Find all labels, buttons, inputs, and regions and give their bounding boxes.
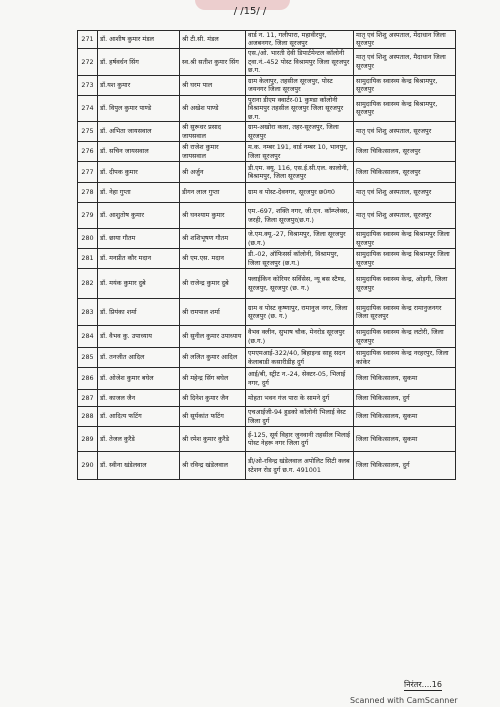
address-cell: मोहता भवन गंज पारा के सामने दुर्ग bbox=[246, 390, 354, 407]
serial-number-cell: 286 bbox=[78, 368, 98, 390]
table-row bbox=[78, 407, 456, 427]
posting-place-cell: मातृ एवं शिशु अस्पताल, सूरजपुर bbox=[354, 122, 456, 142]
table-body bbox=[78, 31, 456, 480]
posting-place-cell: जिला चिकित्सालय, सुकमा bbox=[354, 407, 456, 427]
posting-place-cell: सामुदायिक स्वास्थ्य केन्द्र लटोरी, जिला सूरजपुर bbox=[354, 326, 456, 348]
table-row bbox=[78, 452, 456, 480]
father-name-cell: श्री अखेश पाण्डे bbox=[180, 95, 246, 121]
posting-place-cell: सामुदायिक स्वास्थ्य केन्द्र बिश्रामपुर जिला सूरजपुर bbox=[354, 249, 456, 269]
posting-place-cell: जिला चिकित्सालय, सूरजपुर bbox=[354, 142, 456, 162]
doctor-name-cell: डॉ. वैभव कु. उपाध्याय bbox=[98, 326, 180, 348]
table-row bbox=[78, 368, 456, 390]
father-name-cell: श्री टी.सी. मंडल bbox=[180, 31, 246, 49]
doctor-name-cell: डॉ. अभिता जायसवाल bbox=[98, 122, 180, 142]
doctor-name-cell: डॉ. नेहा गुप्ता bbox=[98, 183, 180, 203]
father-name-cell: श्री सूर्यकांत फटिंग bbox=[180, 407, 246, 427]
table-row bbox=[78, 183, 456, 203]
table-row bbox=[78, 326, 456, 348]
posting-place-cell: सामुदायिक स्वास्थ्य केन्द्र नरहरपुर, जिला कांकेर bbox=[354, 348, 456, 368]
table-row bbox=[78, 203, 456, 229]
serial-number-cell: 272 bbox=[78, 48, 98, 75]
doctor-name-cell: डॉ.यश कुमार bbox=[98, 75, 180, 95]
doctor-name-cell: डॉ. तनजीत आदिल bbox=[98, 348, 180, 368]
doctor-name-cell: डॉ. काजल जैन bbox=[98, 390, 180, 407]
doctor-name-cell: डॉ. आदित्य फटिंग bbox=[98, 407, 180, 427]
doctor-name-cell: डॉ. हर्षवर्धन सिंग bbox=[98, 48, 180, 75]
father-name-cell: श्री दिनेश कुमार जैन bbox=[180, 390, 246, 407]
table-row bbox=[78, 75, 456, 95]
serial-number-cell: 285 bbox=[78, 348, 98, 368]
father-name-cell: श्री राजेन्द्र कुमार दुबे bbox=[180, 269, 246, 299]
serial-number-cell: 280 bbox=[78, 229, 98, 249]
posting-place-cell: मातृ एवं शिशु अस्पताल, सूरजपुर bbox=[354, 203, 456, 229]
father-name-cell: श्री रविन्द्र खंडेलवाल bbox=[180, 452, 246, 480]
address-cell: ग्राम व पोस्ट-देवनगर, सूरजपुर छ0ग0 bbox=[246, 183, 354, 203]
father-name-cell: डीगन लाल गुप्ता bbox=[180, 183, 246, 203]
posting-place-cell: जिला चिकित्सालय, सूरजपुर bbox=[354, 162, 456, 183]
father-name-cell: स्व.श्री सतीश कुमार सिंग bbox=[180, 48, 246, 75]
continued-label: निरंतर....16 bbox=[404, 680, 442, 689]
address-cell: ई-125, सूर्य विहार जुनवानी तहसील भिलाई पोस्ट नेहरू नगर जिला दुर्ग bbox=[246, 427, 354, 452]
father-name-cell: श्री एम.एस. मदान bbox=[180, 249, 246, 269]
doctor-name-cell: डॉ. आशुतोष कुमार bbox=[98, 203, 180, 229]
posting-place-cell: मातृ एवं शिशु अस्पताल, मैदाधान जिला सूरजपुर bbox=[354, 48, 456, 75]
address-cell: डी.एम. क्यू. 116, एस.ई.सी.एल. कालोनी, बिश्रामपुर, जिला सूरजपुर bbox=[246, 162, 354, 183]
posting-place-cell: सामुदायिक स्वास्थ्य केन्द्र, ओड़गी, जिला सूरजपुर bbox=[354, 269, 456, 299]
address-cell: डी/ओ-रविन्द्र खंडेलवाल अपोलिट सिटी क्लब स्टेशन रोड दुर्ग छ.ग. 491001 bbox=[246, 452, 354, 480]
doctor-name-cell: डॉ. मयंक कुमार दुबे bbox=[98, 269, 180, 299]
address-cell: जे.एम.क्यू.-27, विश्रामपुर, जिला सूरजपुर (छ.ग.) bbox=[246, 229, 354, 249]
table-row bbox=[78, 142, 456, 162]
serial-number-cell: 279 bbox=[78, 203, 98, 229]
table-row bbox=[78, 348, 456, 368]
serial-number-cell: 289 bbox=[78, 427, 98, 452]
table-row bbox=[78, 269, 456, 299]
table-row bbox=[78, 95, 456, 121]
address-cell: म.क. नम्बर 191, वार्ड नम्बर 10, भानपुर, जिला सूरजपुर bbox=[246, 142, 354, 162]
posting-place-cell: सामुदायिक स्वास्थ्य केन्द्र बिश्रामपुर, सूरजपुर bbox=[354, 95, 456, 121]
serial-number-cell: 284 bbox=[78, 326, 98, 348]
address-cell: एम.-697, शक्ति नगर, जी.एन. कॉम्प्लेक्स, जरही, जिला सूरजपुर(छ.ग.) bbox=[246, 203, 354, 229]
posting-place-cell: मातृ एवं शिशु अस्पताल, मेंदाधान जिला सूरजपुर bbox=[354, 31, 456, 49]
serial-number-cell: 277 bbox=[78, 162, 98, 183]
doctor-name-cell: डॉ. मनप्रीत कौर मदान bbox=[98, 249, 180, 269]
doctor-name-cell: डॉ. स्वीना खंडेलवाल bbox=[98, 452, 180, 480]
father-name-cell: श्री घरम पाल bbox=[180, 75, 246, 95]
doctor-name-cell: डॉ. दीपक कुमार bbox=[98, 162, 180, 183]
address-cell: आई/बी, स्ट्रीट न.-24, सेक्टर-05, भिलाई नगर, दुर्ग bbox=[246, 368, 354, 390]
posting-place-cell: सामुदायिक स्वास्थ्य केन्द्र बिश्रामपुर जिला सूरजपुर bbox=[354, 229, 456, 249]
father-name-cell: श्री सुनील कुमार उपाध्याय bbox=[180, 326, 246, 348]
address-cell: एस./ओ. भारती देवी डिपार्टमेन्टल कॉलोनी ट्वा.नं.-452 पोस्ट विश्रामपुर जिला सूरजपुर छ.ग. bbox=[246, 48, 354, 75]
posting-place-cell: सामुदायिक स्वास्थ्य केन्द्र रामानुजनगर जिला सूरजपुर bbox=[354, 299, 456, 326]
table-row bbox=[78, 162, 456, 183]
doctor-name-cell: डॉ. आशीष कुमार मंडल bbox=[98, 31, 180, 49]
table-row bbox=[78, 229, 456, 249]
table-row bbox=[78, 390, 456, 407]
table-row bbox=[78, 122, 456, 142]
doctor-posting-table bbox=[77, 30, 456, 480]
father-name-cell: श्री रामपाल शर्मा bbox=[180, 299, 246, 326]
father-name-cell: श्री सुरूधर प्रसाद जायसवाल bbox=[180, 122, 246, 142]
serial-number-cell: 283 bbox=[78, 299, 98, 326]
doctor-name-cell: डॉ. छाया गौतम bbox=[98, 229, 180, 249]
posting-place-cell: जिला चिकित्सालय, दुर्ग bbox=[354, 390, 456, 407]
posting-place-cell: सामुदायिक स्वास्थ्य केन्द्र बिश्रामपुर, सूरजपुर bbox=[354, 75, 456, 95]
doctor-name-cell: डॉ. विपुल कुमार पाण्डे bbox=[98, 95, 180, 121]
posting-place-cell: जिला चिकित्सालय, दुर्ग bbox=[354, 452, 456, 480]
page-number: / /15/ / bbox=[233, 6, 267, 17]
table-row bbox=[78, 48, 456, 75]
serial-number-cell: 276 bbox=[78, 142, 98, 162]
address-cell: एमएमआई-322/40, बिहाइन्ड साहू सदन केलाबाडी कसारीडीह दुर्ग bbox=[246, 348, 354, 368]
doctor-name-cell: डॉ. ओजेश कुमार बघेल bbox=[98, 368, 180, 390]
father-name-cell: श्री महेन्द्र सिंग बघेल bbox=[180, 368, 246, 390]
address-cell: एचआईजी-94 हुडको कॉलोनी भिलाई वेस्ट जिला दुर्ग bbox=[246, 407, 354, 427]
serial-number-cell: 275 bbox=[78, 122, 98, 142]
scanner-watermark: Scanned with CamScanner bbox=[350, 696, 458, 705]
serial-number-cell: 282 bbox=[78, 269, 98, 299]
table-row bbox=[78, 31, 456, 49]
table-row bbox=[78, 249, 456, 269]
posting-place-cell: जिला चिकित्सालय, सुकमा bbox=[354, 427, 456, 452]
father-name-cell: श्री अर्जुन bbox=[180, 162, 246, 183]
serial-number-cell: 281 bbox=[78, 249, 98, 269]
posting-place-cell: जिला चिकित्सालय, सुकमा bbox=[354, 368, 456, 390]
doctor-name-cell: डॉ. प्रियंका शर्मा bbox=[98, 299, 180, 326]
table-row bbox=[78, 427, 456, 452]
table-row bbox=[78, 299, 456, 326]
address-cell: वार्ड न. 11, गलीपारा, महावीरपुर, अजबनगर, जिला सूरजपुर bbox=[246, 31, 354, 49]
address-cell: पुराना डीएम क्वार्टर-01 कुण्डा कॉलोनी विश्रामपुर तहसील सूरजपुर जिला सूरजपुर छ.ग. bbox=[246, 95, 354, 121]
father-name-cell: श्री राजेश कुमार जायसवाल bbox=[180, 142, 246, 162]
serial-number-cell: 287 bbox=[78, 390, 98, 407]
address-cell: फ्लाईकिन कोरियर सर्विसेस, न्यू बस स्टैण्ड, सूरजपुर, सूरजपुर (छ. ग.) bbox=[246, 269, 354, 299]
father-name-cell: श्री ललित कुमार आदिल bbox=[180, 348, 246, 368]
father-name-cell: श्री रमेश कुमार कुरैडे bbox=[180, 427, 246, 452]
address-cell: ग्राम केलापुर, तहसील सूरजपुर, पोस्ट जयनगर जिला सूरजपुर bbox=[246, 75, 354, 95]
serial-number-cell: 274 bbox=[78, 95, 98, 121]
serial-number-cell: 288 bbox=[78, 407, 98, 427]
doctor-name-cell: डॉ. सचिन जायसवाल bbox=[98, 142, 180, 162]
address-cell: ग्राम-अखोरा कला, तहर-सूरजपुर, जिला सूरजपुर bbox=[246, 122, 354, 142]
serial-number-cell: 290 bbox=[78, 452, 98, 480]
address-cell: ग्राम व पोस्ट कृष्णापुर, रामानुज नगर, जिला सूरजपुर (छ. ग.) bbox=[246, 299, 354, 326]
serial-number-cell: 271 bbox=[78, 31, 98, 49]
father-name-cell: श्री शशिभूषण गौतम bbox=[180, 229, 246, 249]
address-cell: डी.-02, ऑफिसर्स कॉलोनी, विश्रामपुर, जिला सूरजपुर (छ.ग.) bbox=[246, 249, 354, 269]
address-cell: वैभव क्लीन, सुभाष चौक, मेनरोड सूरजपुर (छ.ग.) bbox=[246, 326, 354, 348]
father-name-cell: श्री घनश्याम कुमार bbox=[180, 203, 246, 229]
doctor-name-cell: डॉ. तेजल कुरैडे bbox=[98, 427, 180, 452]
posting-place-cell: मातृ एवं शिशु अस्पताल, सूरजपुर bbox=[354, 183, 456, 203]
serial-number-cell: 273 bbox=[78, 75, 98, 95]
serial-number-cell: 278 bbox=[78, 183, 98, 203]
